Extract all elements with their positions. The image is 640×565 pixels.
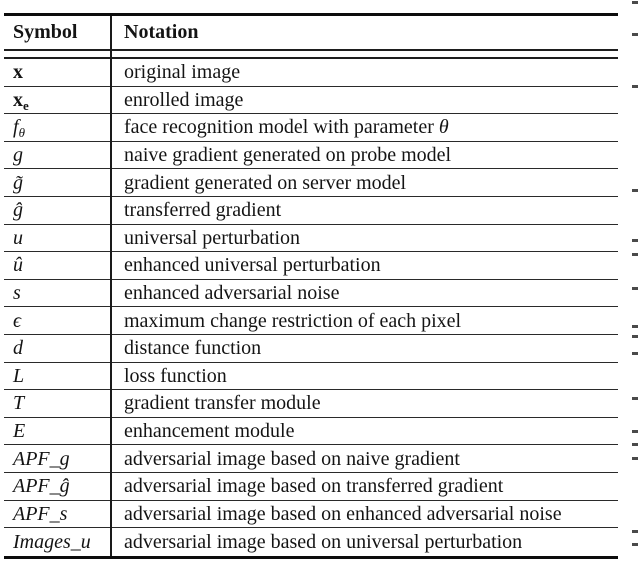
notation-text: naive gradient generated on probe model bbox=[124, 144, 452, 167]
symbol-text: Images_u bbox=[13, 530, 91, 553]
notation-text: enrolled image bbox=[124, 88, 244, 111]
edge-artifact-mark bbox=[632, 33, 638, 36]
notation-cell bbox=[112, 449, 460, 469]
notation-text: enhanced adversarial noise bbox=[124, 282, 340, 305]
table-header-row bbox=[4, 16, 618, 49]
table-row bbox=[4, 307, 618, 335]
table-row bbox=[4, 418, 618, 446]
edge-artifact-mark bbox=[632, 443, 638, 446]
symbol-text: ϵ bbox=[13, 309, 22, 332]
notation-cell bbox=[112, 117, 449, 137]
notation-text: gradient transfer module bbox=[124, 392, 321, 415]
symbol-text: û bbox=[13, 254, 23, 277]
edge-artifact-mark bbox=[632, 1, 638, 4]
column-divider-line bbox=[110, 16, 112, 556]
edge-artifact-mark bbox=[632, 85, 638, 88]
table-row bbox=[4, 225, 618, 253]
table-row bbox=[4, 197, 618, 225]
symbol-cell bbox=[4, 88, 112, 113]
edge-artifact-mark bbox=[632, 239, 638, 242]
table-row bbox=[4, 445, 618, 473]
symbol-text: APF_ĝ bbox=[13, 475, 70, 498]
symbol-cell bbox=[4, 366, 112, 386]
notation-cell bbox=[112, 200, 281, 220]
notation-text: transferred gradient bbox=[124, 199, 282, 222]
notation-math-symbol: θ bbox=[438, 116, 449, 139]
symbol-text: L bbox=[13, 364, 25, 387]
edge-artifact-mark bbox=[632, 253, 638, 256]
notation-cell bbox=[112, 393, 321, 413]
edge-artifact-mark bbox=[632, 543, 638, 546]
symbol-text: g̃ bbox=[13, 171, 23, 194]
symbol-cell bbox=[4, 283, 112, 303]
symbol-cell bbox=[4, 62, 112, 82]
edge-artifact-mark bbox=[632, 335, 638, 338]
symbol-text: u bbox=[13, 226, 23, 249]
notation-cell bbox=[112, 228, 300, 248]
column-header-notation: Notation bbox=[124, 21, 199, 43]
symbol-text: f bbox=[13, 116, 19, 139]
column-header-symbol: Symbol bbox=[13, 21, 78, 43]
notation-table bbox=[4, 13, 618, 559]
notation-text: adversarial image based on enhanced adversarial noise bbox=[124, 502, 562, 525]
edge-artifact-mark bbox=[632, 530, 638, 533]
symbol-cell bbox=[4, 393, 112, 413]
symbol-cell bbox=[4, 228, 112, 248]
symbol-cell bbox=[4, 421, 112, 441]
table-row bbox=[4, 335, 618, 363]
symbol-cell bbox=[4, 532, 112, 552]
table-row bbox=[4, 87, 618, 115]
edge-artifact-mark bbox=[632, 287, 638, 290]
symbol-text: APF_s bbox=[13, 502, 68, 525]
notation-text: enhanced universal perturbation bbox=[124, 254, 381, 277]
edge-artifact-mark bbox=[632, 189, 638, 192]
notation-text: original image bbox=[124, 61, 241, 84]
table-body bbox=[4, 59, 618, 556]
symbol-text: s bbox=[13, 282, 21, 305]
notation-cell bbox=[112, 311, 461, 331]
symbol-text: x bbox=[13, 61, 23, 84]
notation-cell bbox=[112, 421, 295, 441]
table-row bbox=[4, 114, 618, 142]
symbol-cell bbox=[4, 476, 112, 496]
notation-cell bbox=[112, 145, 451, 165]
notation-cell bbox=[112, 532, 522, 552]
table-row bbox=[4, 252, 618, 280]
symbol-text: g bbox=[13, 144, 23, 167]
symbol-cell bbox=[4, 338, 112, 358]
symbol-text: ĝ bbox=[13, 199, 23, 222]
edge-artifact-mark bbox=[632, 325, 638, 328]
edge-artifact-mark bbox=[632, 430, 638, 433]
notation-text: loss function bbox=[124, 364, 227, 387]
table-row bbox=[4, 363, 618, 391]
notation-text: distance function bbox=[124, 337, 262, 360]
notation-cell bbox=[112, 366, 227, 386]
table-row bbox=[4, 280, 618, 308]
symbol-cell bbox=[4, 116, 112, 141]
notation-text: enhancement module bbox=[124, 420, 295, 443]
symbol-text: T bbox=[13, 392, 25, 415]
notation-text: universal perturbation bbox=[124, 226, 301, 249]
symbol-cell bbox=[4, 449, 112, 469]
symbol-cell bbox=[4, 200, 112, 220]
symbol-cell bbox=[4, 173, 112, 193]
table-bottom-rule bbox=[4, 556, 618, 559]
symbol-cell bbox=[4, 311, 112, 331]
notation-cell bbox=[112, 173, 406, 193]
table-row bbox=[4, 528, 618, 556]
notation-text: gradient generated on server model bbox=[124, 171, 407, 194]
edge-artifact-mark bbox=[632, 352, 638, 355]
symbol-text: APF_g bbox=[13, 447, 70, 470]
symbol-text: x bbox=[13, 88, 23, 111]
table-row bbox=[4, 142, 618, 170]
symbol-cell bbox=[4, 255, 112, 275]
symbol-cell bbox=[4, 504, 112, 524]
notation-text: adversarial image based on naive gradient bbox=[124, 447, 460, 470]
notation-text: adversarial image based on transferred gradient bbox=[124, 475, 504, 498]
table-row bbox=[4, 473, 618, 501]
notation-cell bbox=[112, 504, 562, 524]
notation-text: adversarial image based on universal perturbation bbox=[124, 530, 523, 553]
edge-artifact-mark bbox=[632, 397, 638, 400]
table-row bbox=[4, 390, 618, 418]
notation-cell bbox=[112, 338, 261, 358]
notation-cell bbox=[112, 476, 503, 496]
symbol-text: d bbox=[13, 337, 23, 360]
notation-cell bbox=[112, 90, 243, 110]
table-row bbox=[4, 501, 618, 529]
symbol-cell bbox=[4, 145, 112, 165]
notation-text: maximum change restriction of each pixel bbox=[124, 309, 462, 332]
edge-artifact-mark bbox=[632, 457, 638, 460]
notation-cell bbox=[112, 283, 339, 303]
table-row bbox=[4, 59, 618, 87]
symbol-subscript: θ bbox=[18, 125, 25, 141]
table-row bbox=[4, 169, 618, 197]
notation-text: face recognition model with parameter bbox=[124, 116, 439, 139]
symbol-text: E bbox=[13, 420, 26, 443]
symbol-subscript: e bbox=[23, 97, 29, 113]
notation-cell bbox=[112, 62, 240, 82]
notation-cell bbox=[112, 255, 381, 275]
